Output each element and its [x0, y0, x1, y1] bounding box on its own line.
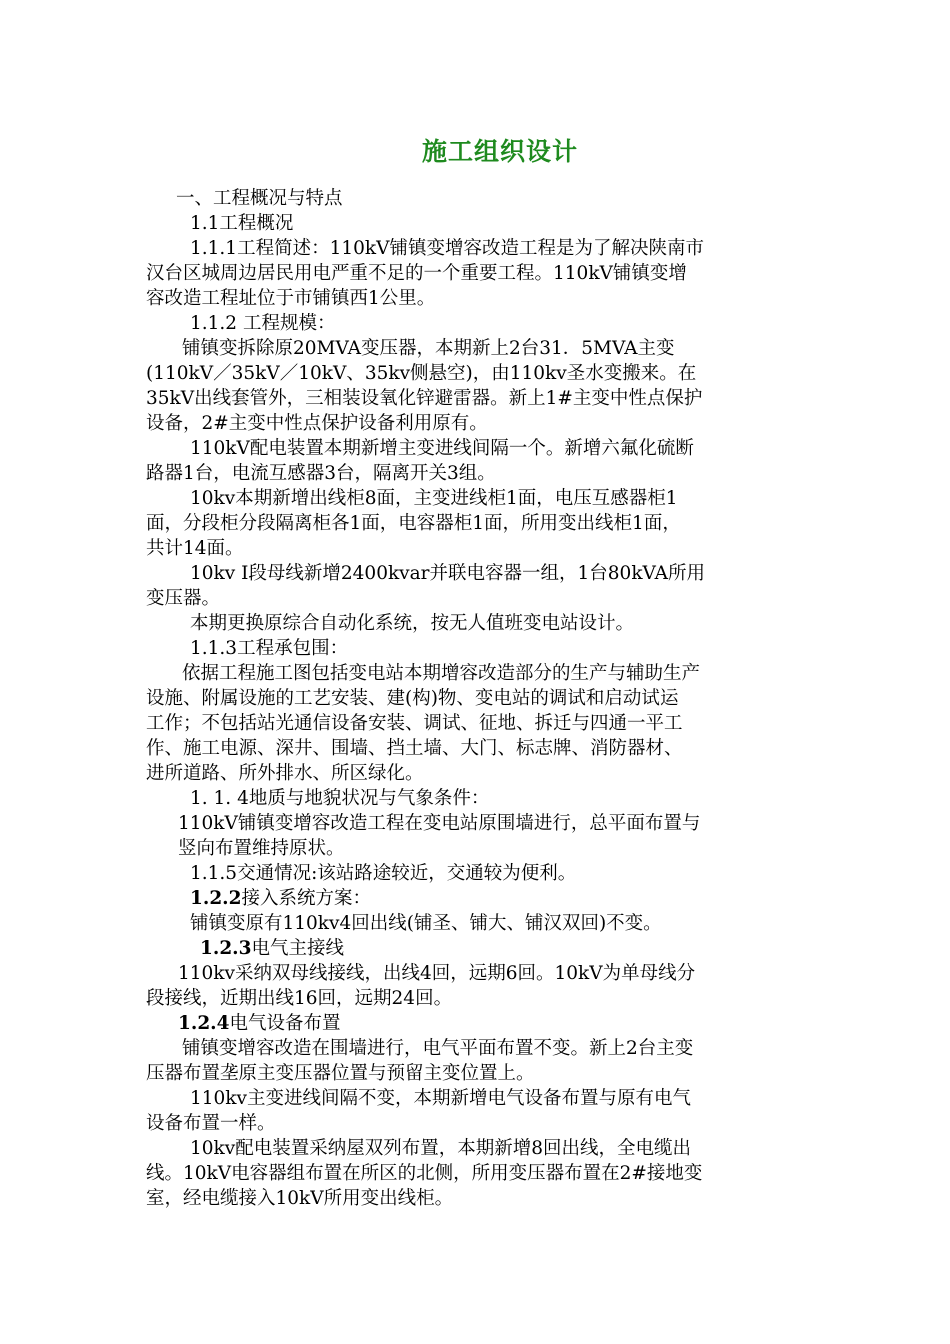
- text-line: [146, 961, 814, 986]
- line-text: 依据工程施工图包括变电站本期增容改造部分的生产与辅助生产: [182, 663, 701, 684]
- line-text: 1.1.2 工程规模：: [190, 313, 336, 334]
- line-text: 10kv本期新增出线柜8面，主变进线柜1面，电压互感器柜1: [190, 488, 678, 509]
- text-line: [146, 611, 814, 636]
- text-line: [146, 736, 814, 761]
- text-line: [146, 661, 814, 686]
- line-text: 设备，2#主变中性点保护设备利用原有。: [146, 413, 488, 434]
- line-text: 面，分段柜分段隔离柜各1面，电容器柜1面，所用变出线柜1面，: [146, 513, 681, 534]
- text-line: [146, 886, 814, 911]
- document-title: 施工组织设计: [421, 137, 578, 166]
- text-line: [146, 811, 814, 836]
- text-line: [146, 711, 814, 736]
- line-text: 接入系统方案：: [241, 888, 372, 909]
- text-line: [146, 1161, 814, 1186]
- line-text: 汉台区城周边居民用电严重不足的一个重要工程。110kV铺镇变增: [146, 263, 687, 284]
- text-line: [146, 1011, 814, 1036]
- line-text: 铺镇变原有110kv4回出线(铺圣、铺大、铺汉双回)不变。: [190, 913, 662, 934]
- line-text: 作、施工电源、深井、围墙、挡土墙、大门、标志牌、消防器材、: [146, 738, 683, 759]
- text-line: [146, 761, 814, 786]
- text-line: [146, 1036, 814, 1061]
- line-text: 设备布置一样。: [146, 1113, 276, 1134]
- line-text: 110kv主变进线间隔不变，本期新增电气设备布置与原有电气: [190, 1088, 691, 1109]
- section-number: 1.2.4: [178, 1013, 230, 1034]
- text-line: [146, 1186, 814, 1211]
- section-number: 1.2.3: [200, 938, 252, 959]
- line-text: 本期更换原综合自动化系统，按无人值班变电站设计。: [190, 613, 635, 634]
- line-text: 路器1台，电流互感器3台，隔离开关3组。: [146, 463, 496, 484]
- line-text: 1. 1. 4地质与地貌状况与气象条件：: [190, 788, 490, 809]
- line-text: 设施、附属设施的工艺安装、建(构)物、变电站的调试和启动试运: [146, 688, 679, 709]
- text-line: [146, 1136, 814, 1161]
- text-line: [146, 1086, 814, 1111]
- line-text: 线。10kV电容器组布置在所区的北侧，所用变压器布置在2#接地变: [146, 1163, 703, 1184]
- text-line: [146, 336, 814, 361]
- line-text: 10kv配电装置采纳屋双列布置，本期新增8回出线，全电缆出: [190, 1138, 691, 1159]
- line-text: 1.1.1工程简述：110kV铺镇变增容改造工程是为了解决陕南市: [190, 238, 704, 259]
- line-text: 110kv采纳双母线接线，出线4回，远期6回。10kV为单母线分: [178, 963, 696, 984]
- line-text: 35kV出线套管外，三相装设氧化锌避雷器。新上1#主变中性点保护: [146, 388, 703, 409]
- line-text: 竖向布置维持原状。: [178, 838, 345, 859]
- text-line: [146, 211, 814, 236]
- text-line: [146, 1111, 814, 1136]
- text-line: [146, 361, 814, 386]
- text-line: [146, 836, 814, 861]
- text-line: [146, 636, 814, 661]
- text-line: [146, 311, 814, 336]
- document-body: [146, 186, 814, 1211]
- line-text: 室，经电缆接入10kV所用变出线柜。: [146, 1188, 454, 1209]
- line-text: 铺镇变拆除原20MVA变压器，本期新上2台31．5MVA主变: [182, 338, 675, 359]
- line-text: 1.1工程概况: [190, 213, 294, 234]
- text-line: [146, 911, 814, 936]
- text-line: [146, 586, 814, 611]
- line-text: 工作；不包括站光通信设备安装、调试、征地、拆迁与四通一平工: [146, 713, 683, 734]
- line-text: 铺镇变增容改造在围墙进行，电气平面布置不变。新上2台主变: [182, 1038, 694, 1059]
- text-line: [146, 561, 814, 586]
- text-line: [146, 486, 814, 511]
- line-text: 共计14面。: [146, 538, 244, 559]
- line-text: 电气设备布置: [229, 1013, 341, 1034]
- line-text: 段接线，近期出线16回，远期24回。: [146, 988, 453, 1009]
- text-line: [146, 411, 814, 436]
- line-text: 进所道路、所外排水、所区绿化。: [146, 763, 424, 784]
- text-line: [146, 861, 814, 886]
- line-text: 1.1.3工程承包围：: [190, 638, 349, 659]
- text-line: [146, 686, 814, 711]
- line-text: 电气主接线: [251, 938, 345, 959]
- line-text: 容改造工程址位于市铺镇西1公里。: [146, 288, 436, 309]
- text-line: [146, 536, 814, 561]
- line-text: (110kV／35kV／10kV、35kv侧悬空)，由110kv圣水变搬来。在: [146, 363, 697, 384]
- text-line: [146, 436, 814, 461]
- text-line: [146, 261, 814, 286]
- text-line: [146, 986, 814, 1011]
- line-text: 1.1.5交通情况:该站路途较近，交通较为便利。: [190, 863, 577, 884]
- line-text: 10kv Ⅰ段母线新增2400kvar并联电容器一组，1台80kVA所用: [190, 563, 705, 584]
- text-line: [146, 936, 814, 961]
- text-line: [146, 461, 814, 486]
- text-line: [146, 236, 814, 261]
- text-line: [146, 786, 814, 811]
- line-text: 一、工程概况与特点: [176, 188, 343, 209]
- text-line: [146, 286, 814, 311]
- line-text: 110kV铺镇变增容改造工程在变电站原围墙进行，总平面布置与: [178, 813, 701, 834]
- line-text: 压器布置垄原主变压器位置与预留主变位置上。: [146, 1063, 535, 1084]
- section-number: 1.2.2: [190, 888, 242, 909]
- line-text: 变压器。: [146, 588, 221, 609]
- line-text: 110kV配电装置本期新增主变进线间隔一个。新增六氟化硫断: [190, 438, 694, 459]
- text-line: [146, 1061, 814, 1086]
- text-line: [146, 186, 814, 211]
- text-line: [146, 386, 814, 411]
- text-line: [146, 511, 814, 536]
